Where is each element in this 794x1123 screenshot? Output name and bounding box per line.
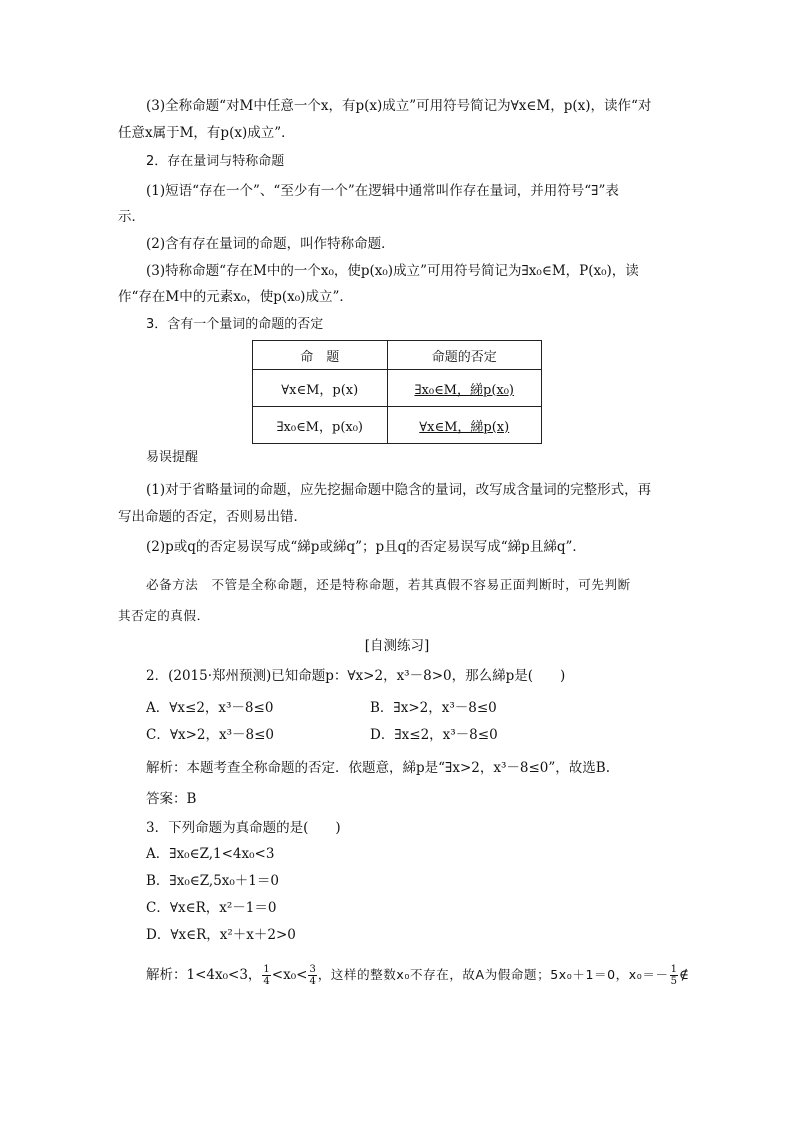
s1-line1: (3)全称命题“对M中任意一个x，有p(x)成立”可用符号简记为∀x∈M，p(x)，读作“对 bbox=[146, 98, 652, 114]
q2-analysis: 解析：本题考查全称命题的否定．依题意，綈p是“∃x>2，x³－8≤0”，故选B. bbox=[146, 760, 611, 776]
q2-stem: 2．(2015·郑州预测)已知命题p：∀x>2，x³－8>0，那么綈p是( ) bbox=[146, 668, 566, 684]
s2-p3-line2: 作“存在M中的元素x₀，使p(x₀)成立”． bbox=[118, 289, 353, 305]
section2-heading: 2．存在量词与特称命题 bbox=[146, 154, 285, 169]
table-cell: ∀x∈M，綈p(x) bbox=[387, 407, 542, 444]
s2-p1-line1: (1)短语“存在一个”、“至少有一个”在逻辑中通常叫作存在量词，并用符号“∃”表 bbox=[146, 183, 619, 199]
mistakes-title: 易误提醒 bbox=[146, 450, 199, 465]
q2-option-c: C．∀x>2，x³－8≤0 bbox=[146, 727, 275, 743]
q2-option-a: A．∀x≤2，x³－8≤0 bbox=[146, 700, 274, 716]
q3-stem: 3．下列命题为真命题的是( ) bbox=[146, 820, 341, 836]
fraction-three-quarters: $\frac{3}{4}$ bbox=[309, 964, 316, 987]
fraction-one-fifth: $\frac{1}{5}$ bbox=[670, 964, 677, 987]
s2-p1-line2: 示． bbox=[118, 209, 145, 225]
table-header-cell: 命题的否定 bbox=[387, 341, 542, 370]
q3-option-c: C．∀x∈R，x²－1＝0 bbox=[146, 900, 277, 916]
table-cell: ∃x₀∈M，p(x₀) bbox=[253, 407, 388, 444]
mistakes-p1-line1: (1)对于省略量词的命题，应先挖掘命题中隐含的量词，改写成含量词的完整形式，再 bbox=[146, 482, 652, 498]
mistakes-p2: (2)p或q的否定易误写成“綈p或綈q”；p且q的否定易误写成“綈p且綈q”． bbox=[146, 539, 586, 555]
q2-option-b: B．∃x>2，x³－8≤0 bbox=[370, 700, 497, 716]
table-row bbox=[253, 370, 542, 407]
s1-line2: 任意x属于M，有p(x)成立”． bbox=[118, 125, 295, 141]
method-line2: 其否定的真假． bbox=[118, 608, 210, 623]
fraction-one-quarter: $\frac{1}{4}$ bbox=[263, 964, 270, 987]
table-row bbox=[253, 407, 542, 444]
table-header-row bbox=[253, 341, 542, 370]
q3-analysis-part-b: <x₀< bbox=[271, 967, 308, 983]
q3-analysis bbox=[146, 962, 689, 988]
table-cell: ∀x∈M，p(x) bbox=[253, 370, 388, 407]
q2-option-d: D．∃x≤2，x³－8≤0 bbox=[370, 727, 498, 743]
s2-p2: (2)含有存在量词的命题，叫作特称命题． bbox=[146, 236, 395, 252]
q3-analysis-part-a: 解析：1<4x₀<3， bbox=[146, 967, 262, 983]
s2-p3-line1: (3)特称命题“存在M中的一个x₀，使p(x₀)成立”可用符号简记为∃x₀∈M，P(x₀)，读 bbox=[146, 263, 639, 279]
method-line1: 必备方法 不管是全称命题，还是特称命题，若其真假不容易正面判断时，可先判断 bbox=[146, 577, 631, 592]
section3-heading: 3．含有一个量词的命题的否定 bbox=[146, 317, 324, 332]
negation-table bbox=[252, 340, 542, 444]
q3-option-d: D．∀x∈R，x²＋x＋2>0 bbox=[146, 927, 296, 943]
table-cell: ∃x₀∈M，綈p(x₀) bbox=[387, 370, 542, 407]
q3-analysis-part-c: ，这样的整数x₀不存在，故A为假命题；5x₀＋1＝0，x₀＝－ bbox=[317, 967, 669, 982]
q3-option-a: A．∃x₀∈Z,1<4x₀<3 bbox=[146, 846, 275, 862]
mistakes-p1-line2: 写出命题的否定，否则易出错． bbox=[118, 509, 307, 525]
practice-title: [自测练习] bbox=[364, 638, 430, 654]
q2-answer: 答案：B bbox=[146, 791, 197, 807]
table-header-cell: 命 题 bbox=[253, 341, 388, 370]
q3-option-b: B．∃x₀∈Z,5x₀＋1＝0 bbox=[146, 873, 279, 889]
q3-analysis-part-d: ∉ bbox=[678, 967, 689, 983]
